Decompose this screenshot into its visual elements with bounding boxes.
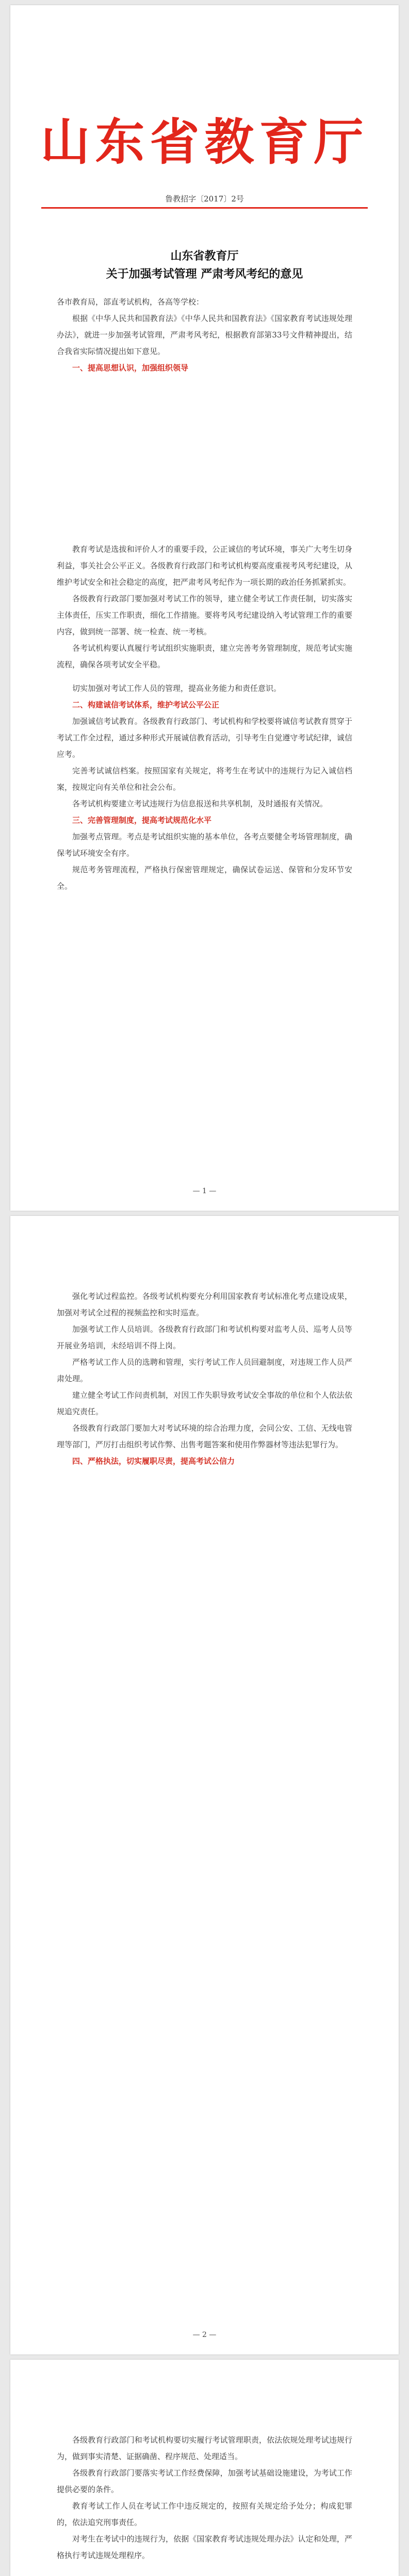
paragraph: 各考试机构要建立考试违规行为信息报送和共享机制，及时通报有关情况。 <box>72 799 328 808</box>
page1-body <box>57 294 352 376</box>
section-heading-4: 四、严格执法，切实履职尽责，提高考试公信力 <box>72 1456 235 1466</box>
paragraph: 加强考点管理。考点是考试组织实施的基本单位，各考点要健全考场管理制度，确保考试环境安全有序。 <box>57 832 352 858</box>
document-page-3 <box>10 2360 399 2576</box>
salutation: 各市教育局，部直考试机构，各高等学校： <box>57 297 204 307</box>
section-heading-2: 二、构建诚信考试体系，维护考试公平公正 <box>72 700 220 709</box>
doc-title-line2: 关于加强考试管理 严肃考风考纪的意见 <box>106 268 303 281</box>
page1-body-b <box>57 541 352 673</box>
paragraph: 各级教育行政部门要加强对考试工作的领导，建立健全考试工作责任制，切实落实主体责任，压实工作职责，细化工作措施。要将考风考纪建设纳入考试管理工作的重要内容，做到统一部署、统一检查、统一考核。 <box>57 594 352 636</box>
section-heading-1: 一、提高思想认识，加强组织领导 <box>72 363 189 372</box>
page3-body <box>57 2432 352 2564</box>
page-number: — 2 — <box>192 2331 217 2339</box>
paragraph: 严格考试工作人员的选聘和管理，实行考试工作人员回避制度，对违规工作人员严肃处理。 <box>57 1358 352 1383</box>
paragraph: 教育考试是选拔和评价人才的重要手段，公正诚信的考试环境，事关广大考生切身利益，事关社会公平正义。各级教育行政部门和考试机构要高度重视考风考纪建设，从维护考试安全和社会稳定的高度，把严肃考风考纪作为一项长期的政治任务抓紧抓实。 <box>57 545 352 587</box>
paragraph: 各级教育行政部门要落实考试工作经费保障，加强考试基础设施建设，为考试工作提供必要的条件。 <box>57 2468 352 2494</box>
document-page-1 <box>10 5 399 1211</box>
paragraph: 加强诚信考试教育。各级教育行政部门、考试机构和学校要将诚信考试教育贯穿于考试工作全过程，通过多种形式开展诚信教育活动，引导考生自觉遵守考试纪律，诚信应考。 <box>57 717 352 759</box>
paragraph: 教育考试工作人员在考试工作中违反规定的，按照有关规定给予处分；构成犯罪的，依法追究刑事责任。 <box>57 2501 352 2527</box>
paragraph: 对考生在考试中的违规行为，依据《国家教育考试违规处理办法》认定和处理，严格执行考试违规处理程序。 <box>57 2534 352 2560</box>
doc-title-line1: 山东省教育厅 <box>170 250 239 263</box>
red-rule <box>41 207 368 209</box>
document-number: 鲁教招字〔2017〕2号 <box>165 194 244 204</box>
paragraph: 建立健全考试工作问责机制，对因工作失职导致考试安全事故的单位和个人依法依规追究责任。 <box>57 1391 352 1416</box>
section-heading-3: 三、完善管理制度，提高考试规范化水平 <box>72 816 212 825</box>
paragraph: 规范考务管理流程，严格执行保密管理规定，确保试卷运送、保管和分发环节安全。 <box>57 865 352 891</box>
paragraph: 各级教育行政部门和考试机构要切实履行考试管理职责，依法依规处理考试违规行为，做到事实清楚、证据确凿、程序规范、处理适当。 <box>57 2435 352 2461</box>
paragraph: 根据《中华人民共和国教育法》《中华人民共和国教育法》《国家教育考试违规处理办法》，就进一步加强考试管理，严肃考风考纪，根据教育部第33号文件精神提出，结合我省实际情况提出如下意见。 <box>57 314 352 356</box>
paragraph: 切实加强对考试工作人员的管理，提高业务能力和责任意识。 <box>72 684 282 693</box>
page2-body <box>57 1288 352 1469</box>
paragraph: 各级教育行政部门要加大对考试环境的综合治理力度，会同公安、工信、无线电管理等部门，严厉打击组织考试作弊、出售考题答案和使用作弊器材等违法犯罪行为。 <box>57 1423 352 1449</box>
page1-body-c <box>57 680 352 894</box>
paragraph: 完善考试诚信档案。按照国家有关规定，将考生在考试中的违规行为记入诚信档案，按规定向有关单位和社会公布。 <box>57 766 352 792</box>
red-header-org-name: 山东省教育厅 <box>40 113 369 171</box>
paragraph: 强化考试过程监控。各级考试机构要充分利用国家教育考试标准化考点建设成果，加强对考试全过程的视频监控和实时巡查。 <box>57 1292 352 1317</box>
document-page-2 <box>10 1216 399 2354</box>
paragraph: 加强考试工作人员培训。各级教育行政部门和考试机构要对监考人员、巡考人员等开展业务培训，未经培训不得上岗。 <box>57 1325 352 1350</box>
page-number: — 1 — <box>192 1187 217 1195</box>
paragraph: 各考试机构要认真履行考试组织实施职责，建立完善考务管理制度，规范考试实施流程，确保各项考试安全平稳。 <box>57 643 352 669</box>
